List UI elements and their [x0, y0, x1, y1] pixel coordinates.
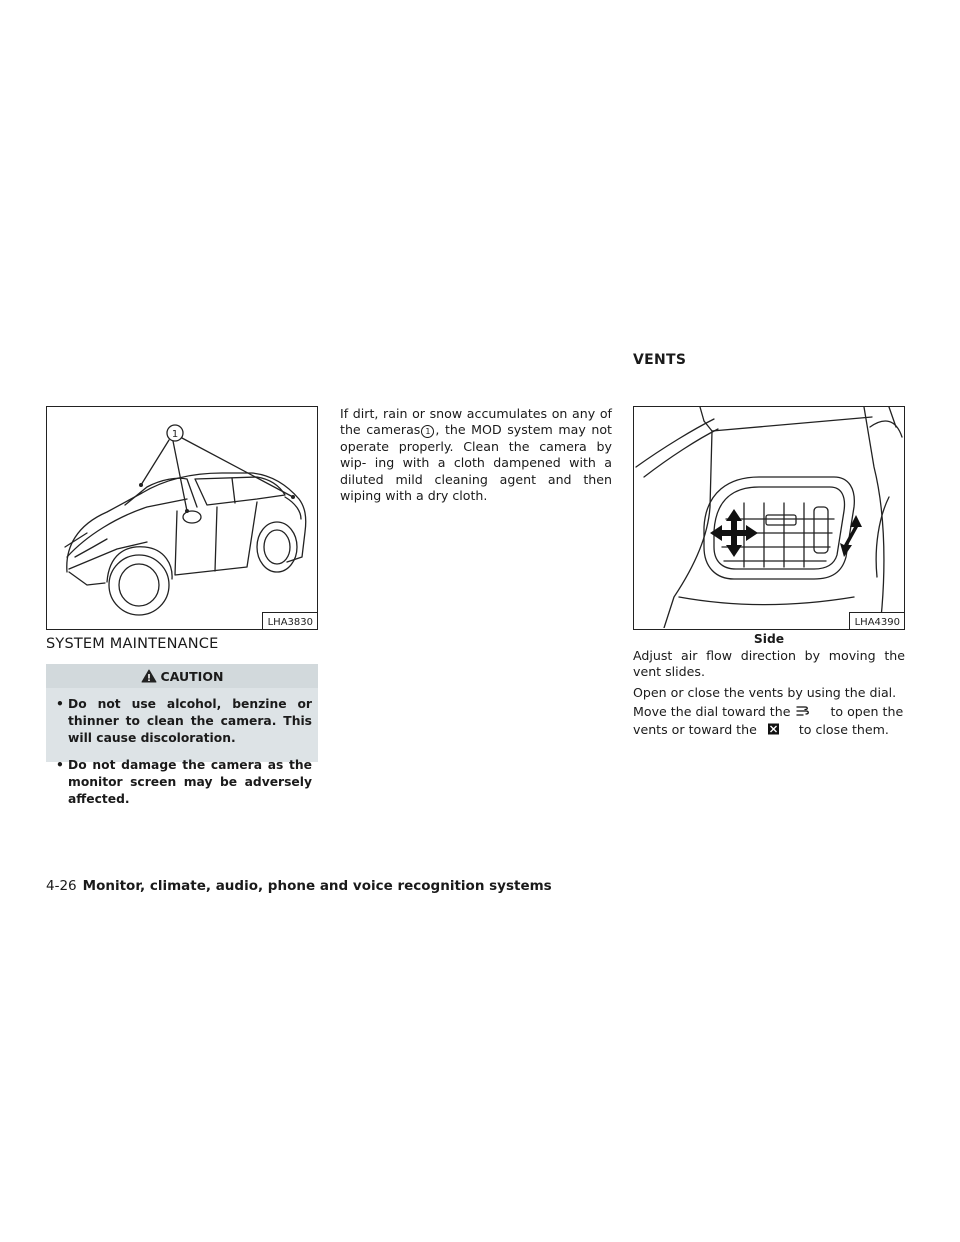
paragraph-text: vents or toward the [633, 722, 757, 737]
paragraph-text: , the MOD system may not operate properly. Clean the camera by wip- ing with a cloth dampened with a diluted mild cleaning agent and then wiping with a dry cloth. [340, 422, 612, 504]
airflow-closed-icon [767, 723, 781, 735]
chapter-title: Monitor, climate, audio, phone and voice recognition systems [82, 878, 552, 894]
vent-paragraph-1: Adjust air flow direction by moving the vent slides. [633, 648, 905, 680]
paragraph-text: If dirt, rain or snow accumulates on any of the cameras [340, 406, 612, 438]
page-number: 4-26 [46, 878, 77, 894]
callout-1-badge: 1 [421, 425, 434, 438]
page-footer [46, 878, 552, 894]
car-illustration [47, 407, 316, 628]
airflow-open-icon [796, 705, 810, 717]
vent-paragraph-2-line1: Open or close the vents by using the dial. [633, 685, 897, 700]
camera-location-figure [46, 406, 318, 630]
caution-header [46, 664, 318, 688]
section-title-system-maintenance: SYSTEM MAINTENANCE [46, 636, 219, 652]
vent-figure [633, 406, 905, 630]
caution-label: CAUTION [160, 668, 224, 684]
caution-item: • Do not use alcohol, benzine or thinner to clean the camera. This will cause discoloration. [56, 696, 312, 747]
vent-paragraph-2-line2 [633, 704, 908, 720]
vent-illustration [634, 407, 903, 628]
camera-cleaning-paragraph [340, 406, 612, 504]
vent-paragraph-2-line3 [633, 722, 908, 738]
caution-list [56, 696, 312, 818]
figure-code: LHA4390 [854, 617, 900, 628]
warning-icon [141, 669, 157, 683]
vent-figure-caption: Side [753, 632, 785, 646]
figure-callout-1: 1 [171, 429, 179, 440]
caution-box [46, 664, 318, 806]
paragraph-text: to close them. [798, 722, 889, 737]
paragraph-text: to open the [830, 704, 904, 719]
caution-item: • Do not damage the camera as the monitor screen may be adversely affected. [56, 757, 312, 808]
section-title-vents: VENTS [633, 352, 687, 368]
paragraph-text: Move the dial toward the [633, 704, 791, 719]
figure-code: LHA3830 [267, 617, 313, 628]
